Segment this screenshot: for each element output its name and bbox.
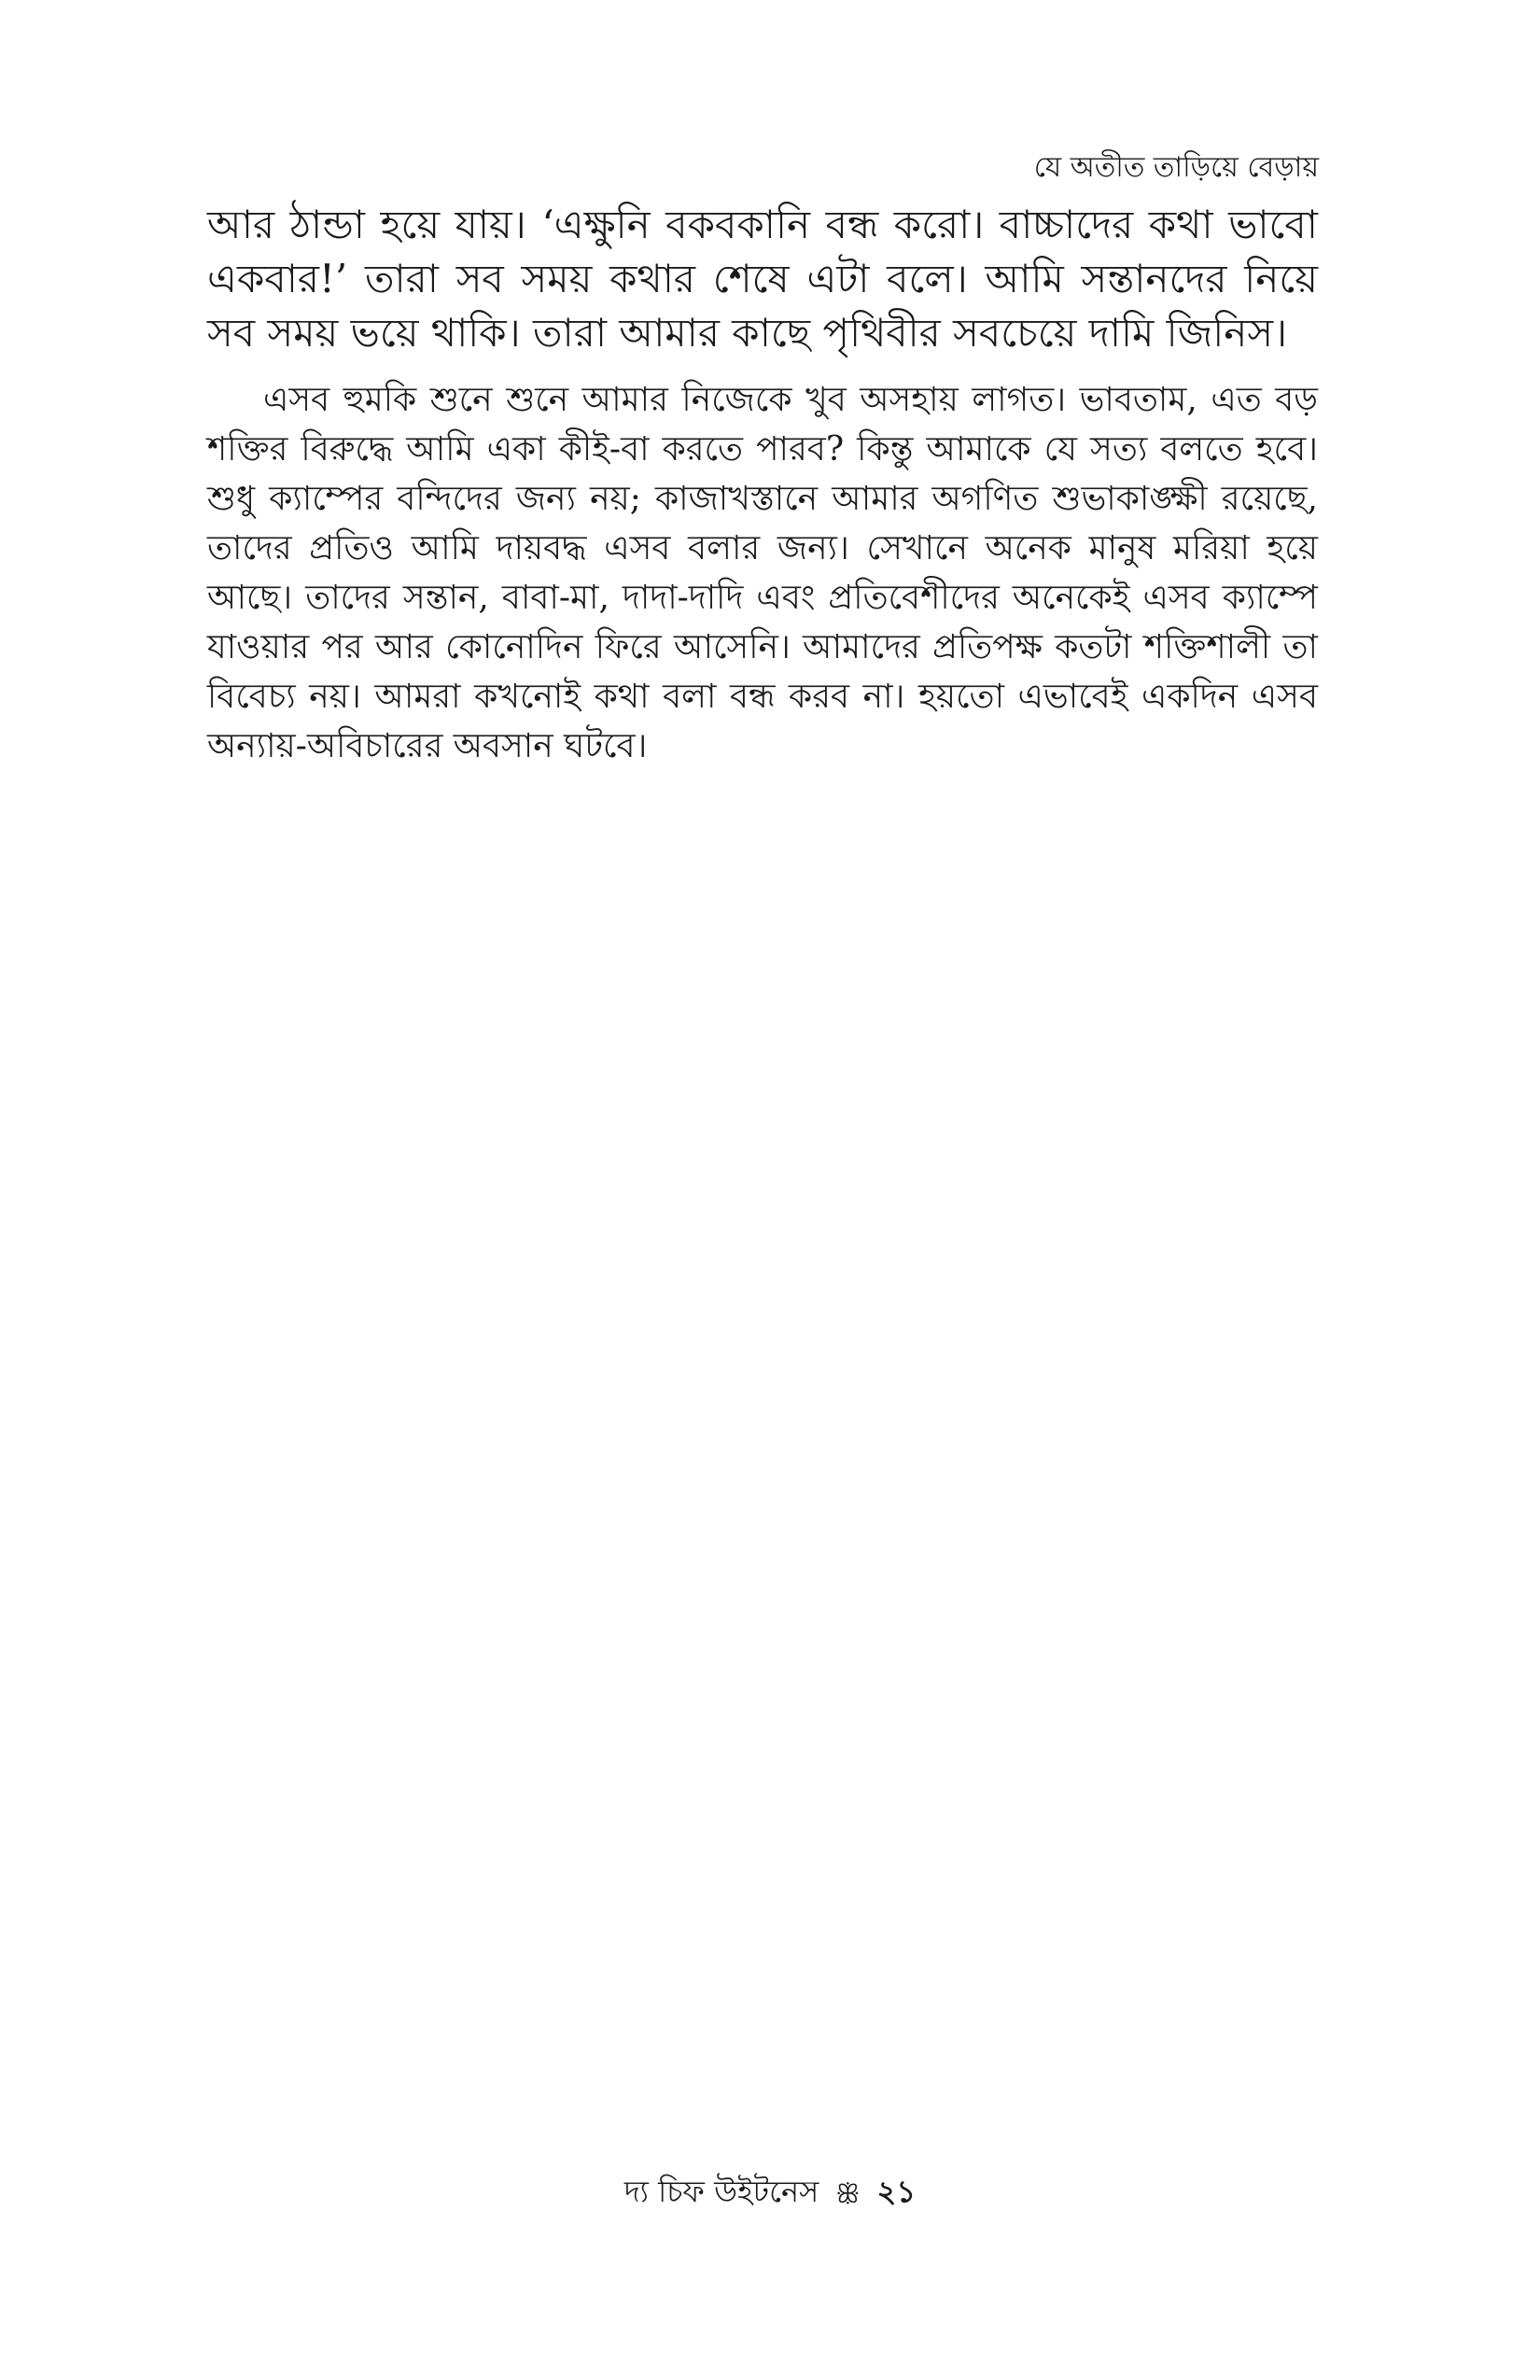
- page-body: [207, 198, 1318, 786]
- footer-book-title: দ্য চিফ উইটনেস: [623, 2174, 819, 2209]
- page-number: ২১: [876, 2174, 917, 2209]
- body-paragraph: আর ঠান্ডা হয়ে যায়। ‘এক্ষুনি বকবকানি বন্ধ করো। বাচ্চাদের কথা ভাবো একবার!’ তারা সব সময় কথার শেষে এটা বলে। আমি সন্তানদের নিয়ে সব সময় ভয়ে থাকি। তারা আমার কাছে পৃথিবীর সবচেয়ে দামি জিনিস।: [207, 202, 1318, 356]
- running-header-title: যে অতীত তাড়িয়ে বেড়ায়: [1033, 151, 1319, 184]
- page-footer: [0, 2171, 1540, 2215]
- flower-ornament-icon: ꕥ: [835, 2177, 861, 2209]
- body-paragraph: এসব হুমকি শুনে শুনে আমার নিজেকে খুব অসহায় লাগত। ভাবতাম, এত বড় শক্তির বিরুদ্ধে আমি একা কীই-বা করতে পারব? কিন্তু আমাকে যে সত্য বলতে হবে। শুধু ক্যাম্পের বন্দিদের জন্য নয়; কাজাখস্তানে আমার অগণিত শুভাকাঙ্ক্ষী রয়েছে, তাদের প্রতিও আমি দায়বদ্ধ এসব বলার জন্য। সেখানে অনেক মানুষ মরিয়া হয়ে আছে। তাদের সন্তান, বাবা-মা, দাদা-দাদি এবং প্রতিবেশীদের অনেকেই এসব ক্যাম্পে যাওয়ার পর আর কোনোদিন ফিরে আসেনি। আমাদের প্রতিপক্ষ কতটা শক্তিশালী তা বিবেচ্য নয়। আমরা কখনোই কথা বলা বন্ধ করব না। হয়তো এভাবেই একদিন এসব অন্যায়-অবিচারের অবসান ঘটবে।: [207, 381, 1318, 765]
